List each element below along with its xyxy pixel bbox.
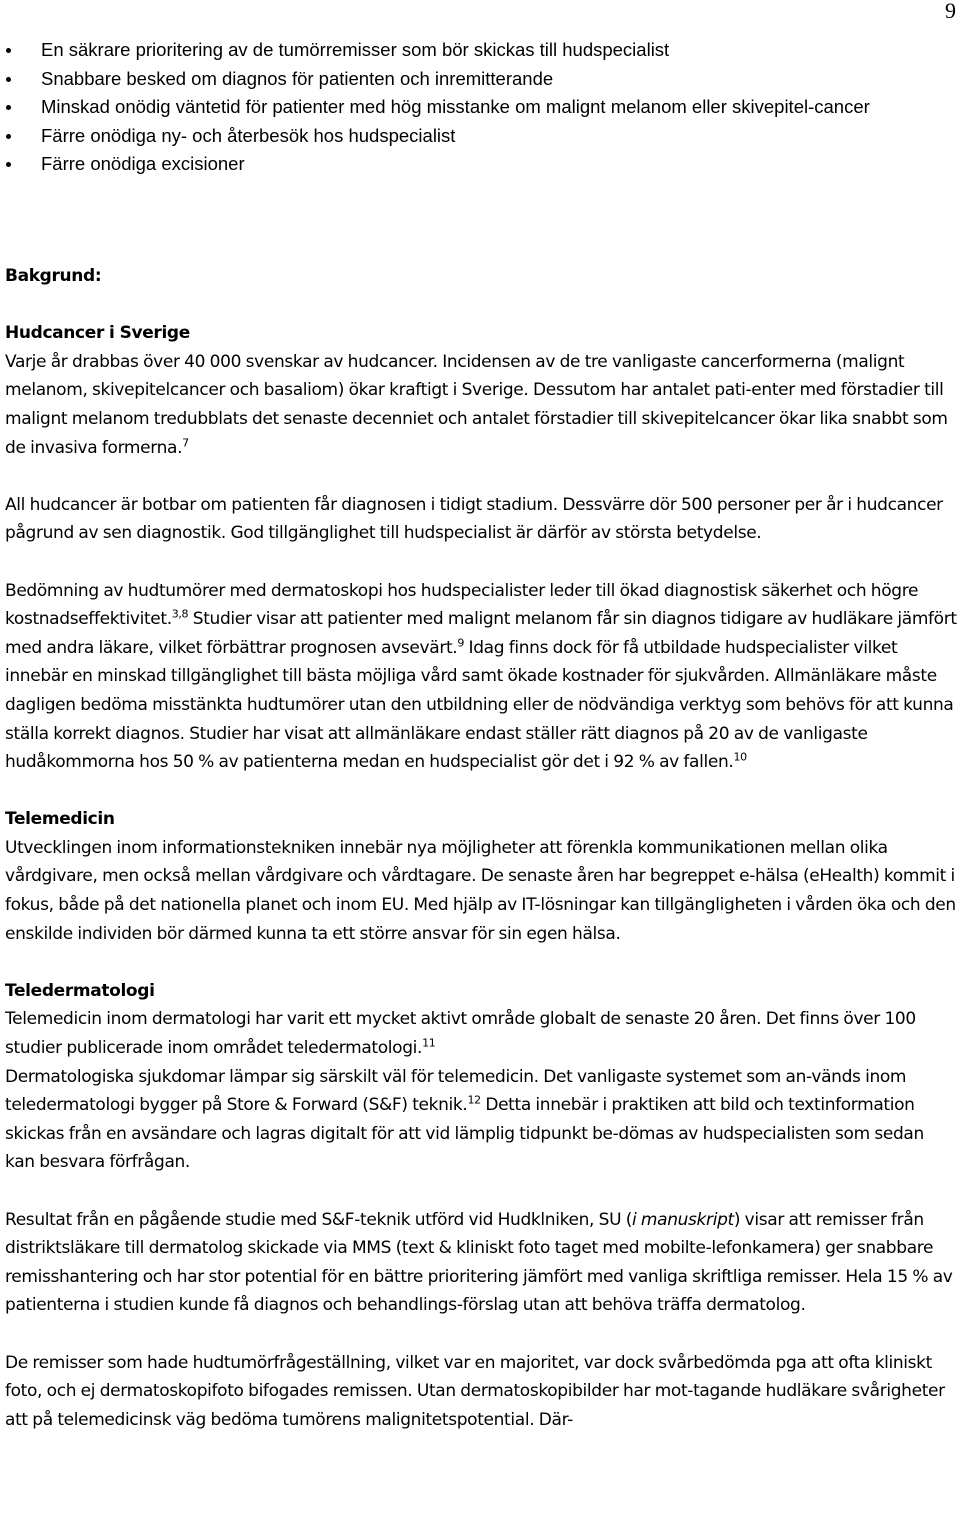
- background-paragraph-2: All hudcancer är botbar om patienten får diagnosen i tidigt stadium. Dessvärre dör 500 personer per år i hudcancer pågrund av sen diagnostik. God tillgänglighet till hudspecialist är därför av största betydelse.: [5, 494, 943, 544]
- background-paragraph-3: Bedömning av hudtumörer med dermatoskopi hos hudspecialister leder till ökad diagnostisk säkerhet och högre kostnadseffektivitet.$^{3,8}$ Studier visar att patienter med malignt melanom får sin diagnos tidigare av hudläkare jämfört med andra läkare, vilket förbättrar prognosen avsevärt.$^9$ Idag finns dock för få utbildade hudspecialister vilket innebär en minskad tillgänglighet till bästa möjliga vård samt ökade kostnader för sjukvården. Allmänläkare måste dagligen bedöma misstänkta hudtumörer utan den utbildning eller de nödvändiga verktyg som behövs för att kunna ställa korrekt diagnos. Studier har visat att allmänläkare endast ställer rätt diagnos på 20 av de vanligaste hudåkommorna hos 50 % av patienterna medan en hudspecialist gör det i 92 % av fallen.$^{10}$: [5, 580, 957, 773]
- bullet-dot-icon: [6, 77, 11, 82]
- citation-ref: 12: [467, 1093, 481, 1107]
- teledermatologi-heading: Teledermatologi: [5, 980, 155, 1001]
- bullet-item: [0, 122, 960, 151]
- benefits-bullet-list: [0, 36, 960, 179]
- bullet-text: Snabbare besked om diagnos för patienten och inremitterande: [41, 67, 554, 89]
- bullet-dot-icon: [6, 48, 11, 53]
- telemedicin-heading: Telemedicin: [5, 809, 115, 830]
- manuscript-note: i manuskript: [632, 1209, 734, 1230]
- bullet-item: [0, 36, 960, 65]
- document-body: [5, 262, 957, 1434]
- hudcancer-heading: Hudcancer i Sverige: [5, 323, 190, 344]
- bullet-dot-icon: [6, 162, 11, 167]
- bullet-dot-icon: [6, 105, 11, 110]
- background-paragraph-1: Varje år drabbas över 40 000 svenskar av hudcancer. Incidensen av de tre vanligaste cancerformerna (malignt melanom, skivepitelcancer och basaliom) ökar kraftigt i Sverige. Dessutom har antalet pati-enter med förstadier till malignt melanom tredubblats det senaste decenniet och antalet förstadier till skivepitelcancer ökar lika snabbt som de invasiva formerna.$^7$: [5, 351, 948, 458]
- teledermatologi-paragraph-1: Telemedicin inom dermatologi har varit ett mycket aktivt område globalt de senaste 20 åren. Det finns över 100 studier publicerade inom området teledermatologi.$^{11}$: [5, 1009, 916, 1059]
- citation-ref: 9: [457, 636, 464, 650]
- bullet-text: En säkrare prioritering av de tumörremisser som bör skickas till hudspecialist: [41, 39, 670, 60]
- bullet-text: Färre onödiga ny- och återbesök hos hudspecialist: [41, 124, 456, 146]
- teledermatologi-paragraph-3: Resultat från en pågående studie med S&F-teknik utförd vid Hudklniken, SU (i manuskript) visar att remisser från distriktsläkare till dermatolog skickade via MMS (text & kliniskt foto taget med mobilte-lefonkamera) ger snabbare remisshantering och har stor potential för en bättre prioritering jämfört med vanliga skriftliga remisser. Hela 15 % av patienterna i studien kunde få diagnos och behandlings-förslag utan att behöva träffa dermatolog.: [5, 1209, 953, 1316]
- bullet-text: Minskad onödig väntetid för patienter med hög misstanke om malignt melanom eller skivepitel-cancer: [41, 96, 870, 117]
- bullet-text: Färre onödiga excisioner: [41, 153, 245, 174]
- background-heading: Bakgrund:: [5, 266, 102, 286]
- citation-ref: 3,8: [171, 607, 189, 621]
- bullet-item: [0, 65, 960, 94]
- bullet-item: [0, 150, 960, 179]
- citation-ref: 10: [733, 750, 747, 764]
- page-number: 9: [945, 0, 956, 23]
- citation-ref: 7: [182, 435, 189, 449]
- bullet-item: [0, 93, 960, 122]
- telemedicin-paragraph: Utvecklingen inom informationstekniken innebär nya möjligheter att förenkla kommunikationen mellan olika vårdgivare, men också mellan vårdgivare och vårdtagare. De senaste åren har begreppet e-hälsa (eHealth) kommit i fokus, både på det nationella planet och inom EU. Med hjälp av IT-lösningar kan tillgängligheten i vården öka och den enskilde individen bör därmed kunna ta ett större ansvar för sin egen hälsa.: [5, 837, 956, 944]
- teledermatologi-paragraph-4: De remisser som hade hudtumörfrågeställning, vilket var en majoritet, var dock svårbedömda pga att ofta kliniskt foto, och ej dermatoskopifoto bifogades remissen. Utan dermatoskopibilder har mot-tagande hudläkare svårigheter att på telemedicinsk väg bedöma tumörens malignitetspotential. Där-: [5, 1352, 945, 1430]
- citation-ref: 11: [422, 1036, 436, 1050]
- bullet-dot-icon: [6, 134, 11, 139]
- teledermatologi-paragraph-2: Dermatologiska sjukdomar lämpar sig särskilt väl för telemedicin. Det vanligaste systemet som an-vänds inom teledermatologi bygger på Store & Forward (S&F) teknik.$^{12}$ Detta innebär i praktiken att bild och textinformation skickas från en avsändare och lagras digitalt för att vid lämplig tidpunkt be-dömas av hudspecialisten som sedan kan besvara förfrågan.: [5, 1066, 924, 1173]
